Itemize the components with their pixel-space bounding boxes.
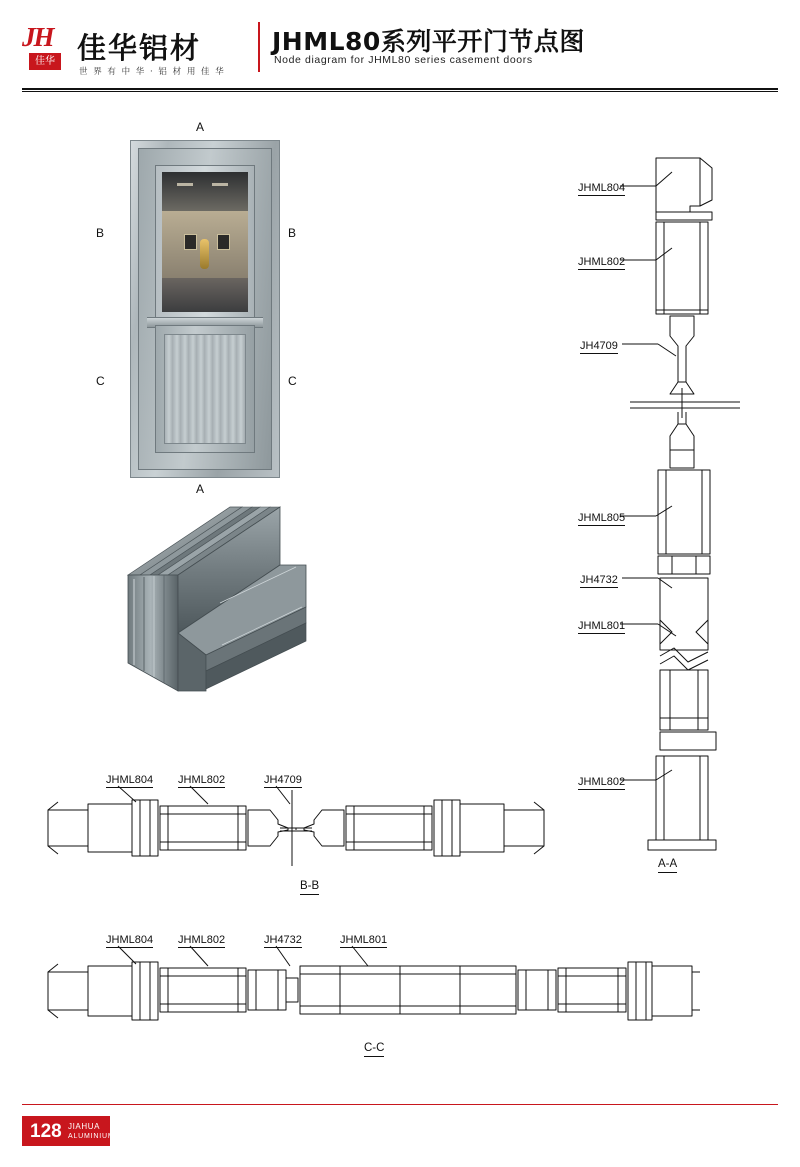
header-rule	[22, 88, 778, 90]
mark-c-right: C	[288, 374, 297, 388]
logo-badge: 佳华	[29, 53, 61, 70]
section-aa-name: A-A	[658, 858, 677, 873]
door-outer-frame	[130, 140, 280, 478]
section-cc-underline	[364, 1056, 384, 1057]
cc-label-0: JHML804	[106, 934, 154, 946]
brand-logo-icon	[22, 22, 68, 72]
aa-label-1: JHML802	[578, 256, 626, 268]
corner-profile-render	[110, 495, 320, 710]
bb-label-0: JHML804	[106, 774, 154, 786]
footer-brand-en: ALUMINIUM	[68, 1133, 115, 1140]
aa-label-6: JHML802	[578, 776, 626, 788]
header-rule-thin	[22, 91, 778, 92]
mark-c-left: C	[96, 374, 105, 388]
reflection-floor	[162, 278, 248, 312]
footer-rule	[22, 1104, 778, 1105]
cc-label-3: JHML801	[340, 934, 388, 946]
door-glass-reflection	[162, 172, 248, 312]
section-aa-underline	[658, 872, 677, 873]
footer-page-badge	[22, 1116, 115, 1146]
reflection-ceiling	[162, 172, 248, 211]
page-header	[22, 18, 778, 80]
mark-b-left: B	[96, 226, 105, 240]
header-divider	[258, 22, 260, 72]
section-bb-underline	[300, 894, 319, 895]
aa-label-4: JH4732	[580, 574, 618, 586]
bb-label-1: JHML802	[178, 774, 226, 786]
mark-b-right: B	[288, 226, 297, 240]
brand-slogan: 世 界 有 中 华 · 铝 材 用 佳 华	[79, 67, 226, 77]
section-bb-name: B-B	[300, 880, 319, 895]
aa-label-0: JHML804	[578, 182, 626, 194]
reflection-person	[200, 239, 209, 269]
aa-label-3: JHML805	[578, 512, 626, 524]
mark-a-top: A	[196, 120, 205, 134]
door-panel-slats	[164, 334, 246, 444]
footer-brand-cn: JIAHUA	[68, 1122, 101, 1131]
reflection-picture	[217, 234, 230, 250]
reflection-picture	[184, 234, 197, 250]
aa-label-2: JH4709	[580, 340, 618, 352]
door-bottom-panel	[155, 325, 255, 453]
door-render	[130, 140, 280, 478]
mark-a-bottom: A	[196, 482, 205, 496]
page-number: 128	[30, 1121, 62, 1142]
brand-name-cn: 佳华铝材	[77, 31, 202, 65]
logo-mark-text: JH	[22, 22, 53, 52]
door-glass-sash	[155, 165, 255, 319]
aa-label-5: JHML801	[578, 620, 626, 632]
page-title-en: Node diagram for JHML80 series casement doors	[274, 54, 533, 66]
page-title-cn: JHML80系列平开门节点图	[272, 27, 585, 56]
bb-label-2: JH4709	[264, 774, 302, 786]
reflection-light	[212, 183, 228, 186]
cc-label-2: JH4732	[264, 934, 302, 946]
section-cc-name: C-C	[364, 1042, 384, 1057]
cc-label-1: JHML802	[178, 934, 226, 946]
reflection-light	[177, 183, 193, 186]
door-inner-frame	[138, 148, 272, 470]
